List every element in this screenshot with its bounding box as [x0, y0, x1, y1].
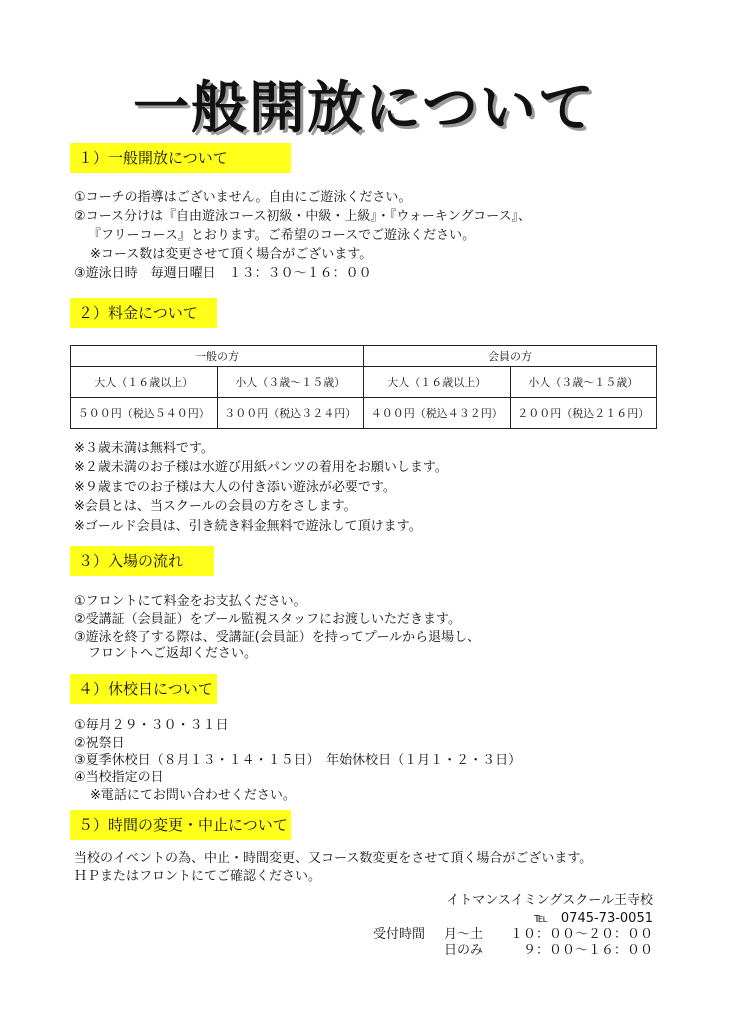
s3-line-4: フロントへご返却ください。	[88, 646, 258, 661]
fee-group-member: 会員の方	[364, 346, 657, 367]
s4-line-2: ②祝祭日	[74, 736, 125, 751]
fee-price: ４００円（税込４３２円）	[364, 398, 511, 429]
fee-note-2: ※２歳未満のお子様は水遊び用紙パンツの着用をお願いします。	[74, 460, 448, 475]
fee-table	[70, 345, 657, 429]
section-heading-fees: ２）料金について	[70, 298, 217, 328]
hours-label: 受付時間	[373, 927, 426, 942]
section-heading-holidays: ４）休校日について	[70, 674, 217, 704]
fee-note-3: ※９歳までのお子様は大人の付き添い遊泳が必要です。	[74, 480, 396, 495]
fee-header: 小人（３歳～１５歳）	[217, 367, 364, 398]
weekday-label: 月～土	[444, 927, 484, 942]
s1-line-2: ②コース分けは『自由遊泳コース初級・中級・上級』・『ウォーキングコース』、	[74, 209, 532, 224]
s1-line-3: 『フリーコース』とおります。ご希望のコースでご遊泳ください。	[88, 228, 476, 243]
page-title: 一般開放について	[133, 76, 596, 141]
section-heading-entry-flow: ３）入場の流れ	[70, 546, 214, 576]
fee-group-general: 一般の方	[71, 346, 364, 367]
fee-note-4: ※会員とは、当スクールの会員の方をさします。	[74, 499, 357, 514]
s1-line-4: ※コース数は変更させて頂く場合がございます。	[90, 247, 373, 262]
fee-header: 小人（３歳～１５歳）	[510, 367, 657, 398]
s3-line-3: ③遊泳を終了する際は、受講証(会員証）を持ってプールから退場し、	[74, 630, 481, 645]
phone-number: ℡ 0745-73-0051	[533, 911, 653, 926]
weekday-hours: １０：００～２０：００	[509, 927, 653, 942]
sunday-label: 日のみ	[444, 943, 484, 958]
section-heading-schedule-changes: ５）時間の変更・中止について	[70, 810, 291, 840]
s4-line-4: ④当校指定の日	[74, 770, 164, 785]
fee-price: ５００円（税込５４０円）	[71, 398, 218, 429]
school-name: イトマンスイミングスクール王寺校	[446, 893, 653, 908]
sunday-hours: ９：００～１６：００	[522, 943, 653, 958]
fee-price: ３００円（税込３２４円）	[217, 398, 364, 429]
fee-header: 大人（１６歳以上）	[364, 367, 511, 398]
fee-header: 大人（１６歳以上）	[71, 367, 218, 398]
s5-line-2: ＨＰまたはフロントにてご確認ください。	[74, 869, 322, 884]
fee-price: ２００円（税込２１６円）	[510, 398, 657, 429]
s4-line-1: ①毎月２９・３０・３１日	[74, 718, 229, 733]
s4-line-3: ③夏季休校日（８月１３・１４・１５日） 年始休校日（１月１・２・３日）	[74, 753, 522, 768]
s1-line-1: ①コーチの指導はございません。自由にご遊泳ください。	[74, 190, 412, 205]
fee-note-1: ※３歳未満は無料です。	[74, 441, 214, 456]
s3-line-2: ②受講証（会員証）をプール監視スタッフにお渡しいただきます。	[74, 612, 461, 627]
fee-note-5: ※ゴールド会員は、引き続き料金無料で遊泳して頂けます。	[74, 519, 422, 534]
s1-line-5: ③遊泳日時 毎週日曜日 １３：３０～１６：００	[74, 266, 372, 281]
s3-line-1: ①フロントにて料金をお支払ください。	[74, 594, 307, 609]
section-heading-general-opening: １）一般開放について	[70, 143, 291, 173]
s5-line-1: 当校のイベントの為、中止・時間変更、又コース数変更をさせて頂く場合がございます。	[74, 851, 593, 866]
s4-line-5: ※電話にてお問い合わせください。	[90, 788, 296, 803]
